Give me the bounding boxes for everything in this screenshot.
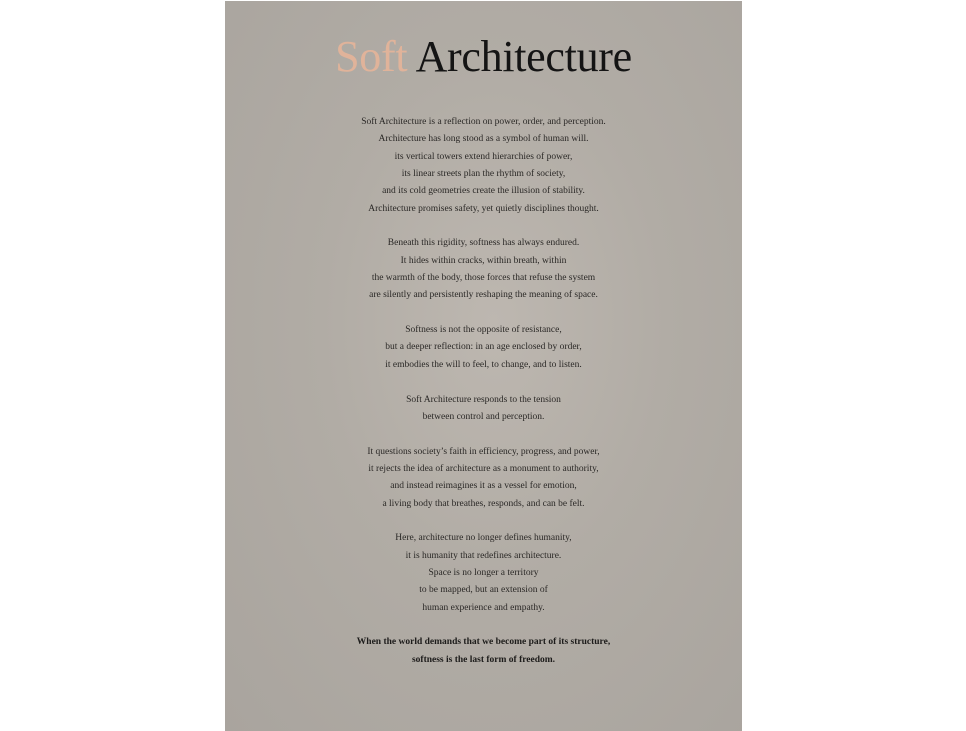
text-line: but a deeper reflection: in an age enclosed by order, (385, 342, 582, 353)
closing-statement (225, 634, 742, 669)
text-line: are silently and persistently reshaping the meaning of space. (369, 290, 598, 301)
paragraph-1 (225, 114, 742, 218)
text-line: its linear streets plan the rhythm of society, (401, 169, 566, 180)
text-line: it rejects the idea of architecture as a monument to authority, (368, 463, 599, 474)
paragraph-5 (225, 444, 742, 513)
text-line: and instead reimagines it as a vessel for emotion, (390, 481, 577, 492)
text-line: the warmth of the body, those forces that refuse the system (371, 273, 596, 284)
title-word-soft: Soft (335, 32, 408, 81)
text-line: Beneath this rigidity, softness has always endured. (387, 238, 580, 249)
text-line: Space is no longer a territory (428, 567, 539, 578)
text-line: and its cold geometries create the illusion of stability. (382, 186, 585, 197)
text-line: softness is the last form of freedom. (411, 654, 556, 665)
text-line: It hides within cracks, within breath, within (400, 255, 567, 266)
text-line: between control and perception. (422, 411, 545, 422)
text-line: to be mapped, but an extension of (419, 585, 548, 596)
text-line: its vertical towers extend hierarchies of power, (394, 151, 573, 162)
text-line: Here, architecture no longer defines humanity, (395, 533, 572, 544)
text-line: It questions society’s faith in efficiency, progress, and power, (367, 446, 600, 457)
text-line: When the world demands that we become part of its structure, (356, 637, 611, 648)
text-line: Softness is not the opposite of resistance, (405, 325, 562, 336)
manifesto-text (225, 114, 742, 686)
text-line: human experience and empathy. (422, 602, 545, 613)
poster-title (225, 31, 742, 83)
text-line: a living body that breathes, responds, and can be felt. (382, 498, 585, 509)
text-line: Architecture promises safety, yet quietly disciplines thought. (368, 203, 599, 214)
text-line: it embodies the will to feel, to change, and to listen. (385, 359, 582, 370)
text-line: it is humanity that redefines architecture. (405, 550, 562, 561)
text-line: Soft Architecture responds to the tension (406, 394, 561, 405)
paragraph-3 (225, 322, 742, 374)
paragraph-2 (225, 235, 742, 304)
title-word-architecture: Architecture (415, 32, 632, 81)
paragraph-6 (225, 530, 742, 617)
text-line: Soft Architecture is a reflection on power, order, and perception. (361, 117, 606, 127)
poster (225, 1, 742, 731)
paragraph-4 (225, 392, 742, 427)
text-line: Architecture has long stood as a symbol of human will. (378, 134, 589, 145)
